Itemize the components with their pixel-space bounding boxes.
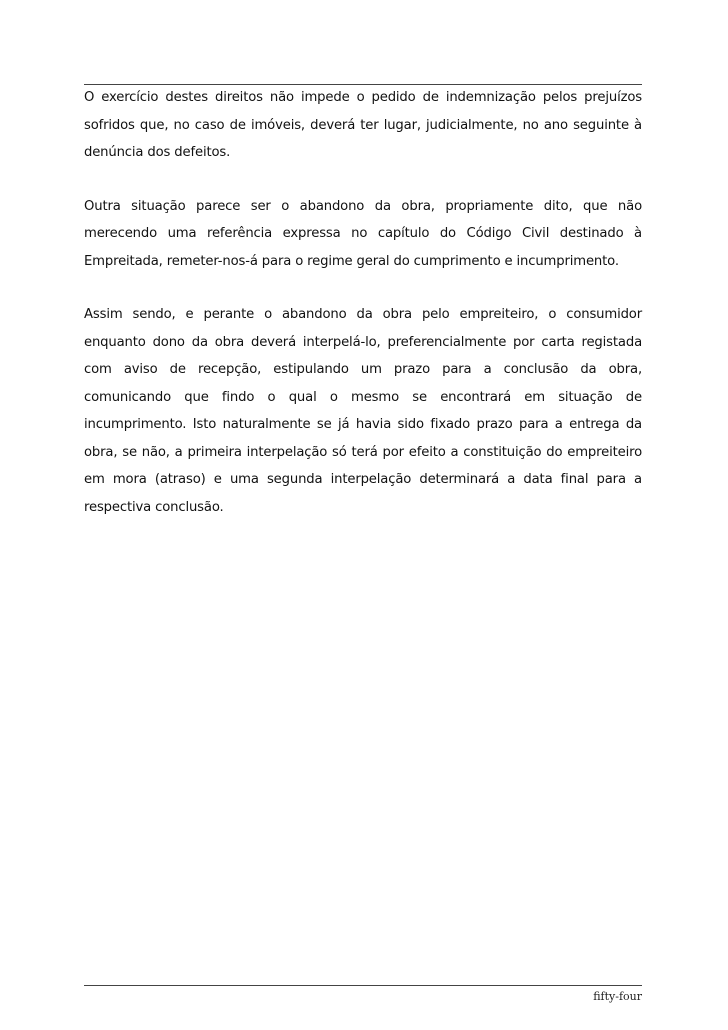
footer-rule [84, 985, 642, 986]
document-body [84, 84, 642, 521]
paragraph-3: Assim sendo, e perante o abandono da obra pelo empreiteiro, o consumidor enquanto dono da obra deverá interpelá-lo, preferencialmente por carta registada com aviso de recepção, estipulando um prazo para a conclusão da obra, comunicando que findo o qual o mesmo se encontrará em situação de incumprimento. Isto naturalmente se já havia sido fixado prazo para a entrega da obra, se não, a primeira interpelação só terá por efeito a constituição do empreiteiro em mora (atraso) e uma segunda interpelação determinará a data final para a respectiva conclusão. [84, 307, 642, 515]
paragraph-2: Outra situação parece ser o abandono da obra, propriamente dito, que não merecendo uma referência expressa no capítulo do Código Civil destinado à Empreitada, remeter-nos-á para o regime geral do cumprimento e incumprimento. [84, 198, 642, 269]
paragraph-1: O exercício destes direitos não impede o pedido de indemnização pelos prejuízos sofridos que, no caso de imóveis, deverá ter lugar, judicialmente, no ano seguinte à denúncia dos defeitos. [84, 90, 642, 160]
page-number: fifty-four [593, 990, 642, 1003]
